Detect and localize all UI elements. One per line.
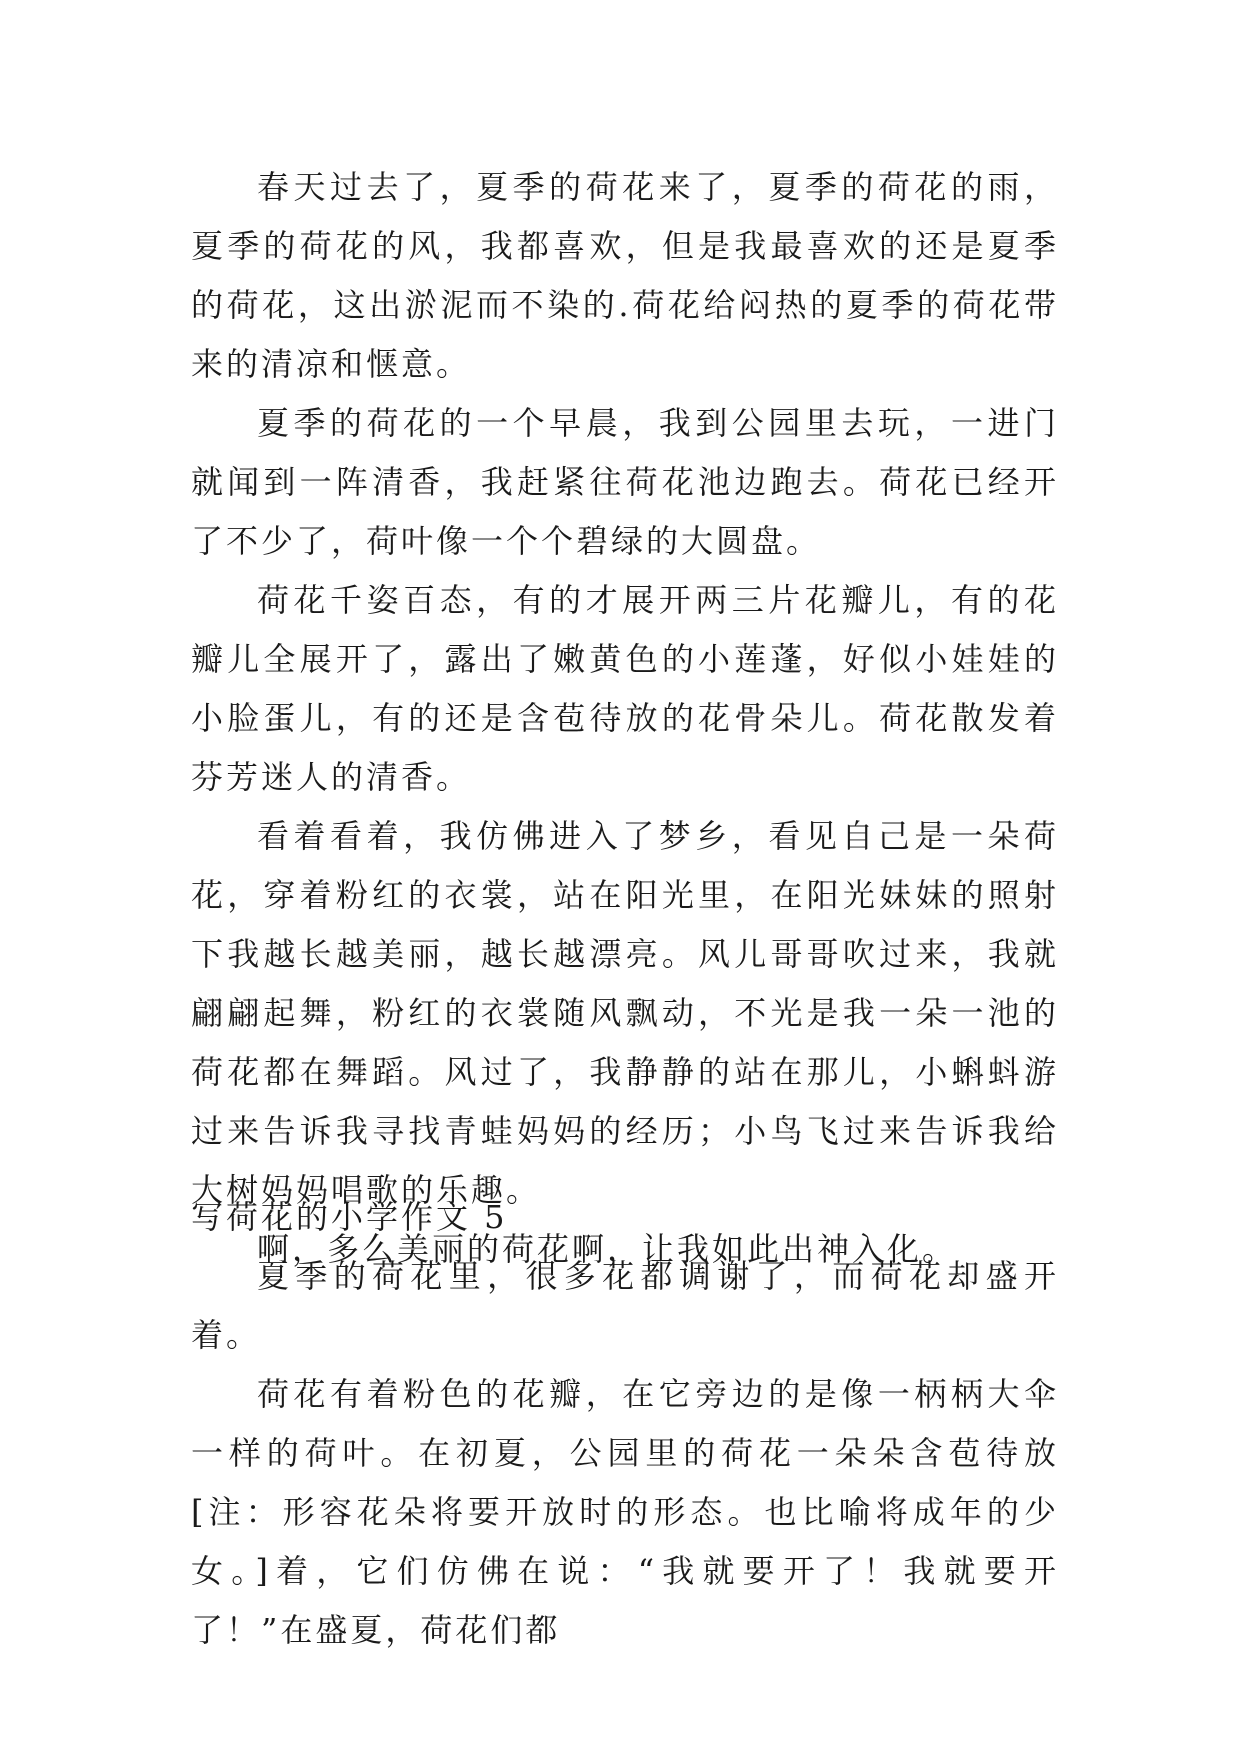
paragraph: 夏季的荷花里，很多花都调谢了，而荷花却盛开着。 xyxy=(191,1257,1059,1354)
essay-section-continued xyxy=(191,158,1059,1279)
paragraph: 啊，多么美丽的荷花啊，让我如此出神入化。 xyxy=(257,1230,958,1268)
paragraph: 春天过去了，夏季的荷花来了，夏季的荷花的雨，夏季的荷花的风，我都喜欢，但是我最喜欢的还是夏季的荷花，这出淤泥而不染的.荷花给闷热的夏季的荷花带来的清凉和惬意。 xyxy=(191,168,1059,383)
essay-section-5 xyxy=(191,1188,1059,1660)
paragraph: 荷花有着粉色的花瓣，在它旁边的是像一柄柄大伞一样的荷叶。在初夏，公园里的荷花一朵朵含苞待放[注：形容花朵将要开放时的形态。也比喻将成年的少女。]着，它们仿佛在说：“我就要开了！我就要开了！”在盛夏，荷花们都 xyxy=(191,1375,1059,1649)
paragraph: 夏季的荷花的一个早晨，我到公园里去玩，一进门就闻到一阵清香，我赶紧往荷花池边跑去。荷花已经开了不少了，荷叶像一个个碧绿的大圆盘。 xyxy=(191,404,1059,560)
paragraph: 荷花千姿百态，有的才展开两三片花瓣儿，有的花瓣儿全展开了，露出了嫩黄色的小莲蓬，好似小娃娃的小脸蛋儿，有的还是含苞待放的花骨朵儿。荷花散发着芬芳迷人的清香。 xyxy=(191,581,1059,796)
paragraph: 看着看着，我仿佛进入了梦乡，看见自己是一朵荷花，穿着粉红的衣裳，站在阳光里，在阳光妹妹的照射下我越长越美丽，越长越漂亮。风儿哥哥吹过来，我就翩翩起舞，粉红的衣裳随风飘动，不光是我一朵一池的荷花都在舞蹈。风过了，我静静的站在那儿，小蝌蚪游过来告诉我寻找青蛙妈妈的经历；小鸟飞过来告诉我给大树妈妈唱歌的乐趣。 xyxy=(191,817,1059,1209)
section-heading: 写荷花的小学作文 5 xyxy=(191,1198,508,1236)
